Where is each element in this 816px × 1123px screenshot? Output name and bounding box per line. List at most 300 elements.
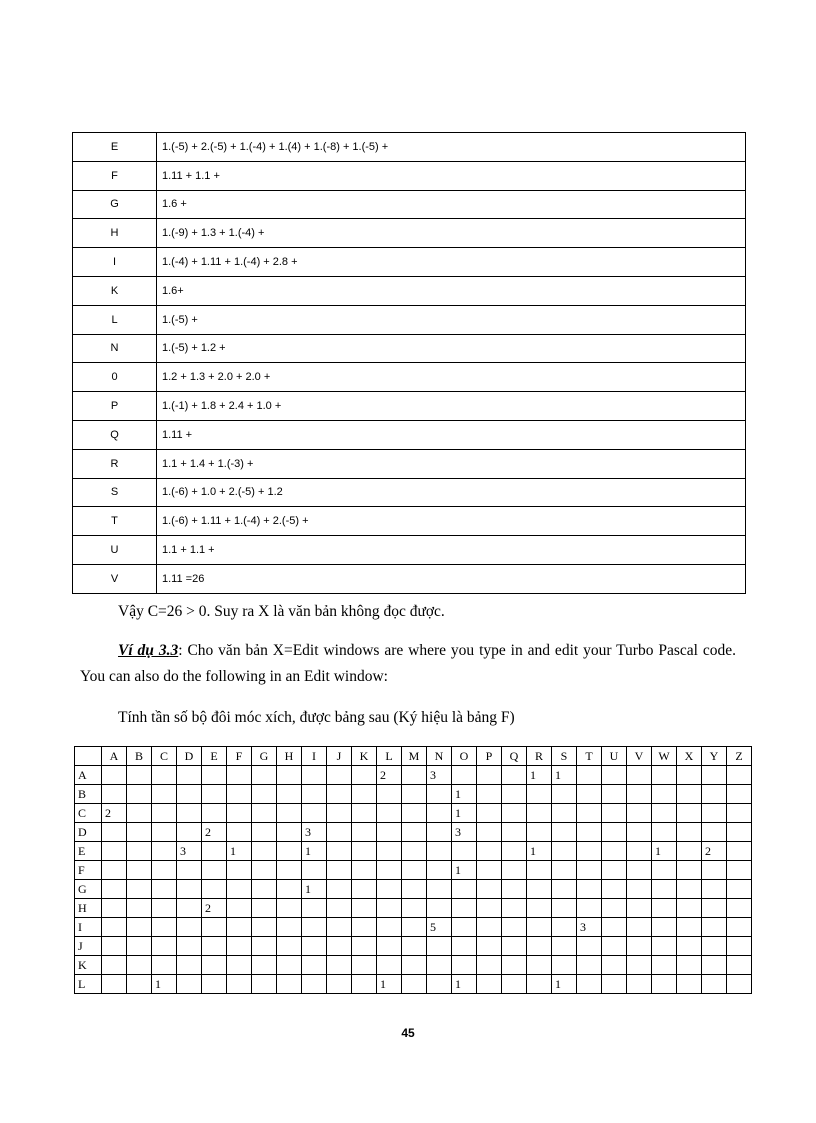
grid-column-header: P bbox=[477, 747, 502, 766]
example-text: Cho văn bản X=Edit windows are where you type in and edit your Turbo Pascal code. You can also do the following in an Edit window: bbox=[80, 642, 737, 685]
grid-cell bbox=[127, 823, 152, 842]
intro-text: Tính tần số bộ đôi móc xích, được bảng sau (Ký hiệu là bảng F) bbox=[118, 709, 515, 726]
grid-cell bbox=[127, 804, 152, 823]
grid-cell bbox=[552, 785, 577, 804]
grid-cell bbox=[602, 861, 627, 880]
row-expression: 1.(-6) + 1.0 + 2.(-5) + 1.2 bbox=[157, 478, 746, 507]
row-expression: 1.(-5) + bbox=[157, 305, 746, 334]
grid-cell bbox=[327, 823, 352, 842]
grid-cell bbox=[727, 804, 752, 823]
grid-cell bbox=[302, 899, 327, 918]
grid-column-header: A bbox=[102, 747, 127, 766]
grid-cell bbox=[702, 880, 727, 899]
grid-cell bbox=[227, 899, 252, 918]
grid-row-header: E bbox=[75, 842, 102, 861]
grid-column-header: Y bbox=[702, 747, 727, 766]
grid-cell bbox=[477, 766, 502, 785]
grid-cell bbox=[677, 804, 702, 823]
grid-column-header: F bbox=[227, 747, 252, 766]
grid-cell: 2 bbox=[702, 842, 727, 861]
grid-cell bbox=[427, 804, 452, 823]
grid-cell bbox=[127, 975, 152, 994]
grid-cell bbox=[527, 918, 552, 937]
grid-cell bbox=[127, 766, 152, 785]
grid-cell bbox=[577, 823, 602, 842]
table-row bbox=[73, 507, 746, 536]
grid-row-header: C bbox=[75, 804, 102, 823]
grid-cell bbox=[252, 899, 277, 918]
grid-cell bbox=[652, 766, 677, 785]
grid-cell bbox=[677, 880, 702, 899]
grid-cell bbox=[552, 842, 577, 861]
table-row bbox=[73, 392, 746, 421]
grid-cell: 1 bbox=[652, 842, 677, 861]
grid-column-header: I bbox=[302, 747, 327, 766]
grid-cell bbox=[102, 975, 127, 994]
grid-cell bbox=[552, 804, 577, 823]
grid-cell bbox=[477, 785, 502, 804]
grid-cell bbox=[527, 975, 552, 994]
grid-cell bbox=[702, 975, 727, 994]
grid-cell bbox=[652, 975, 677, 994]
grid-cell bbox=[227, 861, 252, 880]
grid-cell bbox=[152, 842, 177, 861]
grid-cell bbox=[352, 918, 377, 937]
grid-cell bbox=[602, 956, 627, 975]
grid-cell bbox=[502, 785, 527, 804]
grid-cell: 3 bbox=[577, 918, 602, 937]
grid-cell bbox=[602, 785, 627, 804]
grid-cell bbox=[302, 956, 327, 975]
row-letter: L bbox=[73, 305, 157, 334]
grid-cell bbox=[152, 918, 177, 937]
grid-cell bbox=[252, 861, 277, 880]
grid-cell bbox=[427, 880, 452, 899]
grid-cell bbox=[727, 823, 752, 842]
grid-row bbox=[75, 975, 752, 994]
row-letter: T bbox=[73, 507, 157, 536]
grid-cell bbox=[627, 956, 652, 975]
grid-cell bbox=[427, 956, 452, 975]
table-row bbox=[73, 420, 746, 449]
grid-cell bbox=[127, 956, 152, 975]
row-letter: H bbox=[73, 219, 157, 248]
grid-cell bbox=[127, 842, 152, 861]
row-expression: 1.6 + bbox=[157, 190, 746, 219]
grid-cell bbox=[452, 937, 477, 956]
grid-cell bbox=[577, 937, 602, 956]
grid-cell bbox=[727, 956, 752, 975]
grid-cell bbox=[377, 785, 402, 804]
row-letter: P bbox=[73, 392, 157, 421]
grid-cell bbox=[152, 956, 177, 975]
grid-cell bbox=[677, 823, 702, 842]
table-row bbox=[73, 161, 746, 190]
grid-column-header: U bbox=[602, 747, 627, 766]
grid-cell bbox=[377, 823, 402, 842]
grid-cell bbox=[602, 899, 627, 918]
row-expression: 1.1 + 1.4 + 1.(-3) + bbox=[157, 449, 746, 478]
grid-cell bbox=[677, 861, 702, 880]
grid-cell bbox=[477, 956, 502, 975]
grid-cell bbox=[102, 937, 127, 956]
grid-row-header: J bbox=[75, 937, 102, 956]
grid-cell bbox=[377, 937, 402, 956]
grid-cell bbox=[102, 899, 127, 918]
grid-column-header: X bbox=[677, 747, 702, 766]
grid-cell bbox=[177, 785, 202, 804]
grid-cell bbox=[602, 823, 627, 842]
row-expression: 1.6+ bbox=[157, 276, 746, 305]
grid-cell bbox=[552, 880, 577, 899]
grid-cell bbox=[377, 804, 402, 823]
row-expression: 1.(-4) + 1.11 + 1.(-4) + 2.8 + bbox=[157, 248, 746, 277]
grid-cell bbox=[127, 785, 152, 804]
grid-column-header: E bbox=[202, 747, 227, 766]
grid-cell: 1 bbox=[452, 804, 477, 823]
grid-cell bbox=[452, 880, 477, 899]
grid-column-header: R bbox=[527, 747, 552, 766]
grid-cell bbox=[527, 861, 552, 880]
frequency-sum-table bbox=[72, 132, 746, 594]
grid-cell bbox=[552, 823, 577, 842]
grid-cell bbox=[627, 823, 652, 842]
conclusion-text: Vậy C=26 > 0. Suy ra X là văn bản không đọc được. bbox=[118, 603, 445, 620]
grid-cell bbox=[252, 880, 277, 899]
grid-cell bbox=[302, 804, 327, 823]
grid-cell bbox=[302, 937, 327, 956]
grid-cell bbox=[177, 823, 202, 842]
grid-cell bbox=[352, 880, 377, 899]
grid-cell bbox=[377, 899, 402, 918]
grid-column-header: T bbox=[577, 747, 602, 766]
grid-cell bbox=[152, 823, 177, 842]
grid-cell bbox=[102, 766, 127, 785]
grid-cell bbox=[552, 899, 577, 918]
grid-cell bbox=[502, 823, 527, 842]
grid-cell bbox=[277, 785, 302, 804]
grid-cell bbox=[502, 861, 527, 880]
grid-cell bbox=[477, 899, 502, 918]
row-letter: E bbox=[73, 133, 157, 162]
grid-cell bbox=[727, 918, 752, 937]
grid-cell bbox=[277, 861, 302, 880]
grid-cell bbox=[402, 823, 427, 842]
grid-cell bbox=[627, 918, 652, 937]
grid-cell bbox=[502, 918, 527, 937]
grid-column-header: M bbox=[402, 747, 427, 766]
row-expression: 1.2 + 1.3 + 2.0 + 2.0 + bbox=[157, 363, 746, 392]
grid-cell bbox=[627, 975, 652, 994]
grid-column-header: W bbox=[652, 747, 677, 766]
grid-cell bbox=[427, 899, 452, 918]
grid-cell bbox=[377, 918, 402, 937]
grid-cell bbox=[577, 804, 602, 823]
example-paragraph bbox=[80, 638, 736, 690]
grid-cell bbox=[277, 975, 302, 994]
grid-cell bbox=[127, 861, 152, 880]
grid-cell bbox=[377, 842, 402, 861]
grid-cell bbox=[177, 975, 202, 994]
grid-cell bbox=[702, 956, 727, 975]
grid-cell bbox=[177, 899, 202, 918]
grid-cell bbox=[202, 918, 227, 937]
grid-cell bbox=[477, 861, 502, 880]
grid-cell bbox=[252, 918, 277, 937]
grid-cell bbox=[327, 785, 352, 804]
grid-cell bbox=[677, 937, 702, 956]
grid-row bbox=[75, 861, 752, 880]
table-row bbox=[73, 564, 746, 593]
row-expression: 1.(-5) + 1.2 + bbox=[157, 334, 746, 363]
grid-cell bbox=[252, 823, 277, 842]
grid-cell bbox=[702, 804, 727, 823]
grid-cell bbox=[352, 975, 377, 994]
grid-cell bbox=[477, 823, 502, 842]
grid-row bbox=[75, 956, 752, 975]
grid-cell bbox=[252, 956, 277, 975]
grid-cell bbox=[127, 880, 152, 899]
grid-cell bbox=[677, 918, 702, 937]
grid-cell bbox=[252, 937, 277, 956]
grid-cell bbox=[702, 823, 727, 842]
grid-cell bbox=[177, 766, 202, 785]
grid-cell bbox=[352, 842, 377, 861]
grid-row-header: K bbox=[75, 956, 102, 975]
row-expression: 1.(-1) + 1.8 + 2.4 + 1.0 + bbox=[157, 392, 746, 421]
example-label: Ví dụ 3.3 bbox=[118, 642, 179, 659]
grid-cell bbox=[727, 861, 752, 880]
grid-cell bbox=[502, 975, 527, 994]
grid-cell bbox=[227, 975, 252, 994]
grid-cell bbox=[577, 785, 602, 804]
grid-cell bbox=[727, 842, 752, 861]
grid-row bbox=[75, 918, 752, 937]
row-letter: N bbox=[73, 334, 157, 363]
grid-cell bbox=[327, 766, 352, 785]
grid-cell: 1 bbox=[527, 842, 552, 861]
grid-cell bbox=[227, 880, 252, 899]
example-colon: : bbox=[178, 642, 183, 659]
grid-cell bbox=[502, 842, 527, 861]
grid-cell bbox=[402, 918, 427, 937]
grid-cell bbox=[102, 880, 127, 899]
grid-cell: 1 bbox=[302, 880, 327, 899]
grid-cell bbox=[352, 956, 377, 975]
grid-cell bbox=[152, 804, 177, 823]
grid-cell bbox=[727, 937, 752, 956]
grid-cell bbox=[302, 918, 327, 937]
table-row bbox=[73, 478, 746, 507]
grid-cell bbox=[277, 804, 302, 823]
grid-column-header: H bbox=[277, 747, 302, 766]
grid-cell bbox=[177, 956, 202, 975]
grid-cell bbox=[227, 937, 252, 956]
grid-cell bbox=[277, 842, 302, 861]
grid-cell bbox=[127, 937, 152, 956]
grid-row-header: A bbox=[75, 766, 102, 785]
row-expression: 1.11 + 1.1 + bbox=[157, 161, 746, 190]
grid-cell bbox=[527, 823, 552, 842]
grid-cell bbox=[102, 823, 127, 842]
grid-cell bbox=[627, 842, 652, 861]
grid-cell bbox=[327, 804, 352, 823]
row-expression: 1.(-6) + 1.11 + 1.(-4) + 2.(-5) + bbox=[157, 507, 746, 536]
grid-cell bbox=[627, 937, 652, 956]
row-letter: S bbox=[73, 478, 157, 507]
grid-column-header: K bbox=[352, 747, 377, 766]
grid-cell bbox=[627, 804, 652, 823]
grid-cell bbox=[352, 937, 377, 956]
grid-cell bbox=[102, 861, 127, 880]
table-row bbox=[73, 305, 746, 334]
grid-row bbox=[75, 823, 752, 842]
grid-cell: 3 bbox=[452, 823, 477, 842]
grid-cell bbox=[677, 785, 702, 804]
grid-cell bbox=[502, 880, 527, 899]
grid-column-header: Z bbox=[727, 747, 752, 766]
grid-cell bbox=[502, 956, 527, 975]
grid-cell bbox=[527, 804, 552, 823]
grid-cell bbox=[277, 766, 302, 785]
grid-cell bbox=[352, 899, 377, 918]
grid-cell bbox=[127, 899, 152, 918]
grid-cell bbox=[327, 880, 352, 899]
grid-cell bbox=[152, 766, 177, 785]
grid-cell bbox=[427, 842, 452, 861]
table-row bbox=[73, 363, 746, 392]
table-row bbox=[73, 334, 746, 363]
grid-cell bbox=[477, 975, 502, 994]
grid-cell bbox=[352, 785, 377, 804]
grid-cell bbox=[427, 861, 452, 880]
grid-cell bbox=[102, 785, 127, 804]
grid-cell bbox=[452, 899, 477, 918]
table-row bbox=[73, 536, 746, 565]
grid-cell bbox=[702, 785, 727, 804]
grid-column-header: L bbox=[377, 747, 402, 766]
grid-cell bbox=[402, 804, 427, 823]
row-expression: 1.1 + 1.1 + bbox=[157, 536, 746, 565]
grid-cell bbox=[552, 937, 577, 956]
grid-cell bbox=[602, 766, 627, 785]
grid-cell bbox=[202, 804, 227, 823]
grid-cell bbox=[127, 918, 152, 937]
grid-row bbox=[75, 899, 752, 918]
grid-cell: 2 bbox=[202, 899, 227, 918]
grid-cell: 1 bbox=[552, 975, 577, 994]
grid-cell bbox=[277, 956, 302, 975]
grid-cell bbox=[727, 975, 752, 994]
grid-cell bbox=[552, 861, 577, 880]
grid-cell bbox=[577, 956, 602, 975]
grid-row-header: B bbox=[75, 785, 102, 804]
grid-cell: 1 bbox=[227, 842, 252, 861]
grid-cell bbox=[327, 899, 352, 918]
row-expression: 1.(-9) + 1.3 + 1.(-4) + bbox=[157, 219, 746, 248]
grid-cell bbox=[377, 956, 402, 975]
grid-column-header: Q bbox=[502, 747, 527, 766]
grid-cell bbox=[202, 937, 227, 956]
table-row bbox=[73, 190, 746, 219]
grid-cell bbox=[352, 823, 377, 842]
grid-cell bbox=[277, 937, 302, 956]
grid-cell bbox=[577, 861, 602, 880]
grid-row-header: I bbox=[75, 918, 102, 937]
grid-cell bbox=[277, 899, 302, 918]
row-expression: 1.(-5) + 2.(-5) + 1.(-4) + 1.(4) + 1.(-8) + 1.(-5) + bbox=[157, 133, 746, 162]
bigram-frequency-grid bbox=[74, 746, 752, 994]
grid-cell bbox=[477, 918, 502, 937]
grid-cell bbox=[652, 785, 677, 804]
grid-column-header: C bbox=[152, 747, 177, 766]
grid-cell bbox=[577, 899, 602, 918]
grid-cell bbox=[227, 766, 252, 785]
grid-cell bbox=[427, 785, 452, 804]
grid-cell bbox=[152, 937, 177, 956]
grid-cell bbox=[677, 956, 702, 975]
grid-column-header: S bbox=[552, 747, 577, 766]
grid-cell bbox=[377, 861, 402, 880]
row-expression: 1.11 + bbox=[157, 420, 746, 449]
grid-cell bbox=[452, 918, 477, 937]
grid-cell bbox=[527, 899, 552, 918]
grid-cell bbox=[227, 785, 252, 804]
grid-cell bbox=[502, 899, 527, 918]
grid-cell bbox=[452, 842, 477, 861]
grid-cell bbox=[652, 804, 677, 823]
grid-cell bbox=[202, 766, 227, 785]
grid-cell bbox=[327, 956, 352, 975]
grid-cell bbox=[377, 880, 402, 899]
grid-cell: 1 bbox=[152, 975, 177, 994]
grid-cell bbox=[202, 975, 227, 994]
grid-cell bbox=[177, 880, 202, 899]
grid-column-header: J bbox=[327, 747, 352, 766]
grid-cell bbox=[727, 766, 752, 785]
grid-row bbox=[75, 842, 752, 861]
grid-cell bbox=[727, 880, 752, 899]
grid-cell bbox=[402, 899, 427, 918]
grid-row bbox=[75, 766, 752, 785]
grid-cell bbox=[227, 918, 252, 937]
grid-cell bbox=[277, 918, 302, 937]
grid-row bbox=[75, 804, 752, 823]
grid-cell bbox=[652, 823, 677, 842]
grid-cell: 3 bbox=[302, 823, 327, 842]
grid-row-header: G bbox=[75, 880, 102, 899]
grid-cell bbox=[477, 804, 502, 823]
table-row bbox=[73, 248, 746, 277]
grid-row bbox=[75, 937, 752, 956]
grid-cell bbox=[252, 785, 277, 804]
grid-cell bbox=[627, 880, 652, 899]
grid-cell bbox=[577, 975, 602, 994]
grid-cell bbox=[302, 766, 327, 785]
grid-corner bbox=[75, 747, 102, 766]
grid-cell: 3 bbox=[177, 842, 202, 861]
grid-cell bbox=[677, 975, 702, 994]
grid-cell: 1 bbox=[527, 766, 552, 785]
grid-cell bbox=[402, 956, 427, 975]
grid-cell bbox=[627, 785, 652, 804]
grid-cell bbox=[402, 842, 427, 861]
row-expression: 1.11 =26 bbox=[157, 564, 746, 593]
grid-cell bbox=[452, 766, 477, 785]
grid-cell bbox=[402, 766, 427, 785]
grid-cell bbox=[652, 918, 677, 937]
grid-cell bbox=[602, 880, 627, 899]
